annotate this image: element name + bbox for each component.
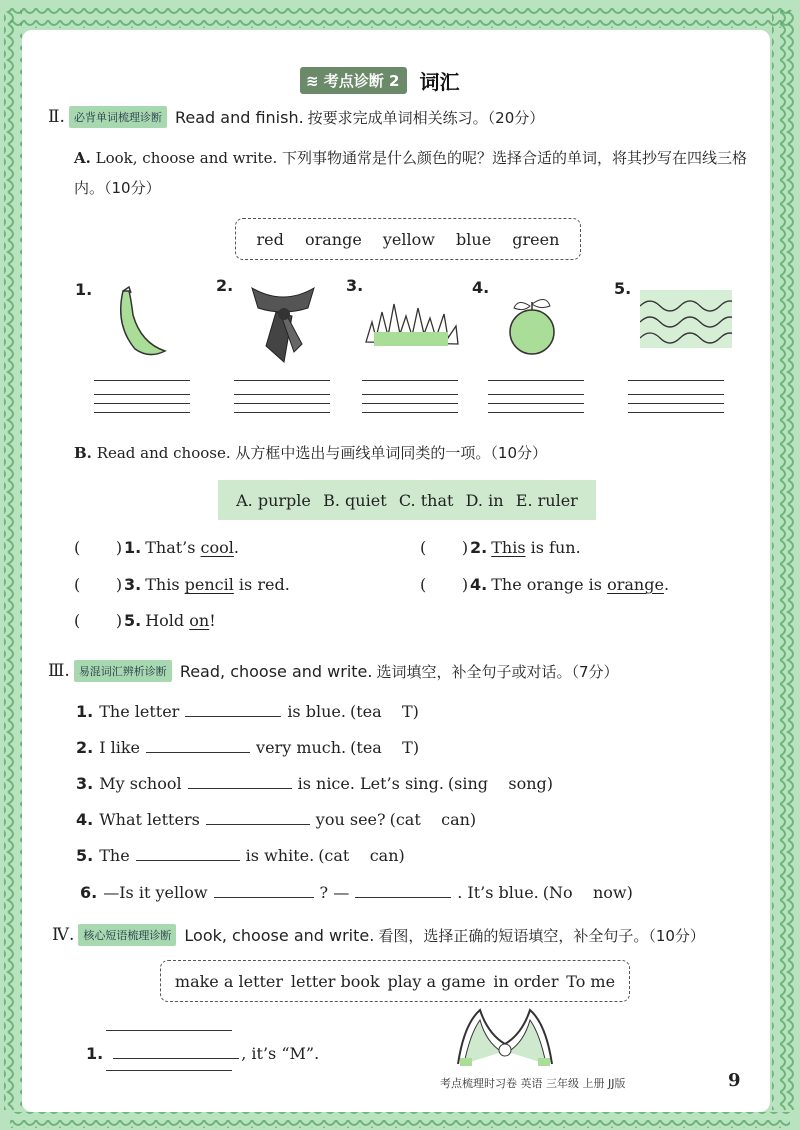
page-title: 词汇 [419, 69, 460, 94]
word-option: red [256, 229, 284, 249]
option-item: D. in [465, 490, 504, 510]
answer-blank[interactable] [146, 737, 250, 753]
q3-tag: 易混词汇辨析诊断 [74, 660, 172, 682]
item-number: 1. [75, 280, 93, 299]
answer-blank[interactable] [214, 882, 314, 898]
option-item: E. ruler [515, 490, 578, 510]
q2-tag: 必背单词梳理诊断 [69, 106, 167, 128]
phrase-option: in order [493, 971, 559, 991]
answer-blank[interactable] [188, 773, 292, 789]
orange-fruit-picture [506, 292, 562, 358]
phrase-option: make a letter [174, 971, 284, 991]
banana-picture [105, 285, 175, 357]
q4-item-1: 1. , it’s “M”. [86, 1044, 320, 1063]
answer-paren[interactable]: ( ) [420, 538, 469, 557]
fill-item: 3. My school is nice. Let’s sing. (sing song) [76, 774, 553, 793]
choice-item: ( ) 1. That’s cool . [74, 538, 239, 557]
footer-text: 考点梳理时习卷 英语 三年级 上册 JJ版 [440, 1077, 626, 1090]
writing-lines[interactable] [94, 380, 190, 424]
writing-lines[interactable] [362, 380, 458, 424]
q4-heading: Ⅳ. 核心短语梳理诊断 Look, choose and write. 看图，选择正确的短语填空，补全句子。（10分） [52, 925, 705, 945]
choice-item: ( ) 4. The orange is orange . [420, 575, 670, 594]
item-number: 5. [614, 279, 632, 298]
fill-item: 4. What letters you see? (cat can) [76, 810, 477, 829]
item-number: 4. [472, 278, 490, 297]
phrase-option: To me [566, 971, 616, 991]
word-option: orange [304, 229, 362, 249]
writing-lines[interactable] [488, 380, 584, 424]
wave-lines-icon: ≋ [306, 71, 324, 90]
phrase-box [160, 960, 630, 1002]
item-number: 2. [216, 276, 234, 295]
answer-paren[interactable]: ( ) [74, 611, 123, 630]
fill-item: 5. The is white. (cat can) [76, 846, 405, 865]
word-option: blue [456, 229, 492, 249]
answer-blank[interactable] [206, 809, 310, 825]
option-item: A. purple [236, 490, 311, 510]
writing-lines[interactable] [234, 380, 330, 424]
answer-blank[interactable] [136, 845, 240, 861]
people-letter-m-picture [450, 1004, 560, 1070]
phrase-option: play a game [387, 971, 486, 991]
answer-blank[interactable] [185, 701, 281, 717]
grass-picture [362, 298, 462, 350]
fill-item: 1. The letter is blue. (tea T) [76, 702, 419, 721]
word-option: green [512, 229, 560, 249]
answer-blank[interactable] [355, 882, 451, 898]
fill-item: 6. —Is it yellow ? — . It’s blue. (No now) [80, 883, 633, 902]
choice-item: ( ) 3. This pencil is red. [74, 575, 290, 594]
page-number: 9 [728, 1070, 741, 1091]
red-scarf-picture [248, 282, 318, 366]
option-item: B. quiet [323, 490, 387, 510]
answer-paren[interactable]: ( ) [74, 575, 123, 594]
choice-item: ( ) 2. This is fun. [420, 538, 581, 557]
phrase-option: letter book [290, 971, 380, 991]
answer-paren[interactable]: ( ) [420, 575, 469, 594]
choice-item: ( ) 5. Hold on ! [74, 611, 216, 630]
q2-partB-heading: B. Read and choose. 从方框中选出与画线单词同类的一项。（10分） [74, 444, 547, 462]
writing-lines[interactable] [628, 380, 724, 424]
sea-waves-picture [640, 290, 732, 348]
color-word-box [235, 218, 581, 260]
word-option: yellow [382, 229, 435, 249]
q4-tag: 核心短语梳理诊断 [78, 924, 176, 946]
title-badge: ≋ 考点诊断 2 [300, 67, 407, 94]
answer-blank[interactable] [113, 1043, 239, 1059]
option-box [218, 480, 596, 520]
option-item: C. that [398, 490, 454, 510]
fill-item: 2. I like very much. (tea T) [76, 738, 420, 757]
answer-line[interactable] [106, 1030, 232, 1031]
q2-heading: Ⅱ. 必背单词梳理诊断 Read and finish. 按要求完成单词相关练习。（20分） [48, 107, 545, 127]
q3-heading: Ⅲ. 易混词汇辨析诊断 Read, choose and write. 选词填空，补全句子或对话。（7分） [48, 661, 619, 681]
q2-partA-heading: A. Look, choose and write. 下列事物通常是什么颜色的呢？选择合适的单词，将其抄写在四线三格内。（10分） [74, 149, 748, 197]
answer-line[interactable] [106, 1070, 232, 1071]
section-title [300, 65, 459, 95]
item-number: 3. [346, 276, 364, 295]
answer-paren[interactable]: ( ) [74, 538, 123, 557]
